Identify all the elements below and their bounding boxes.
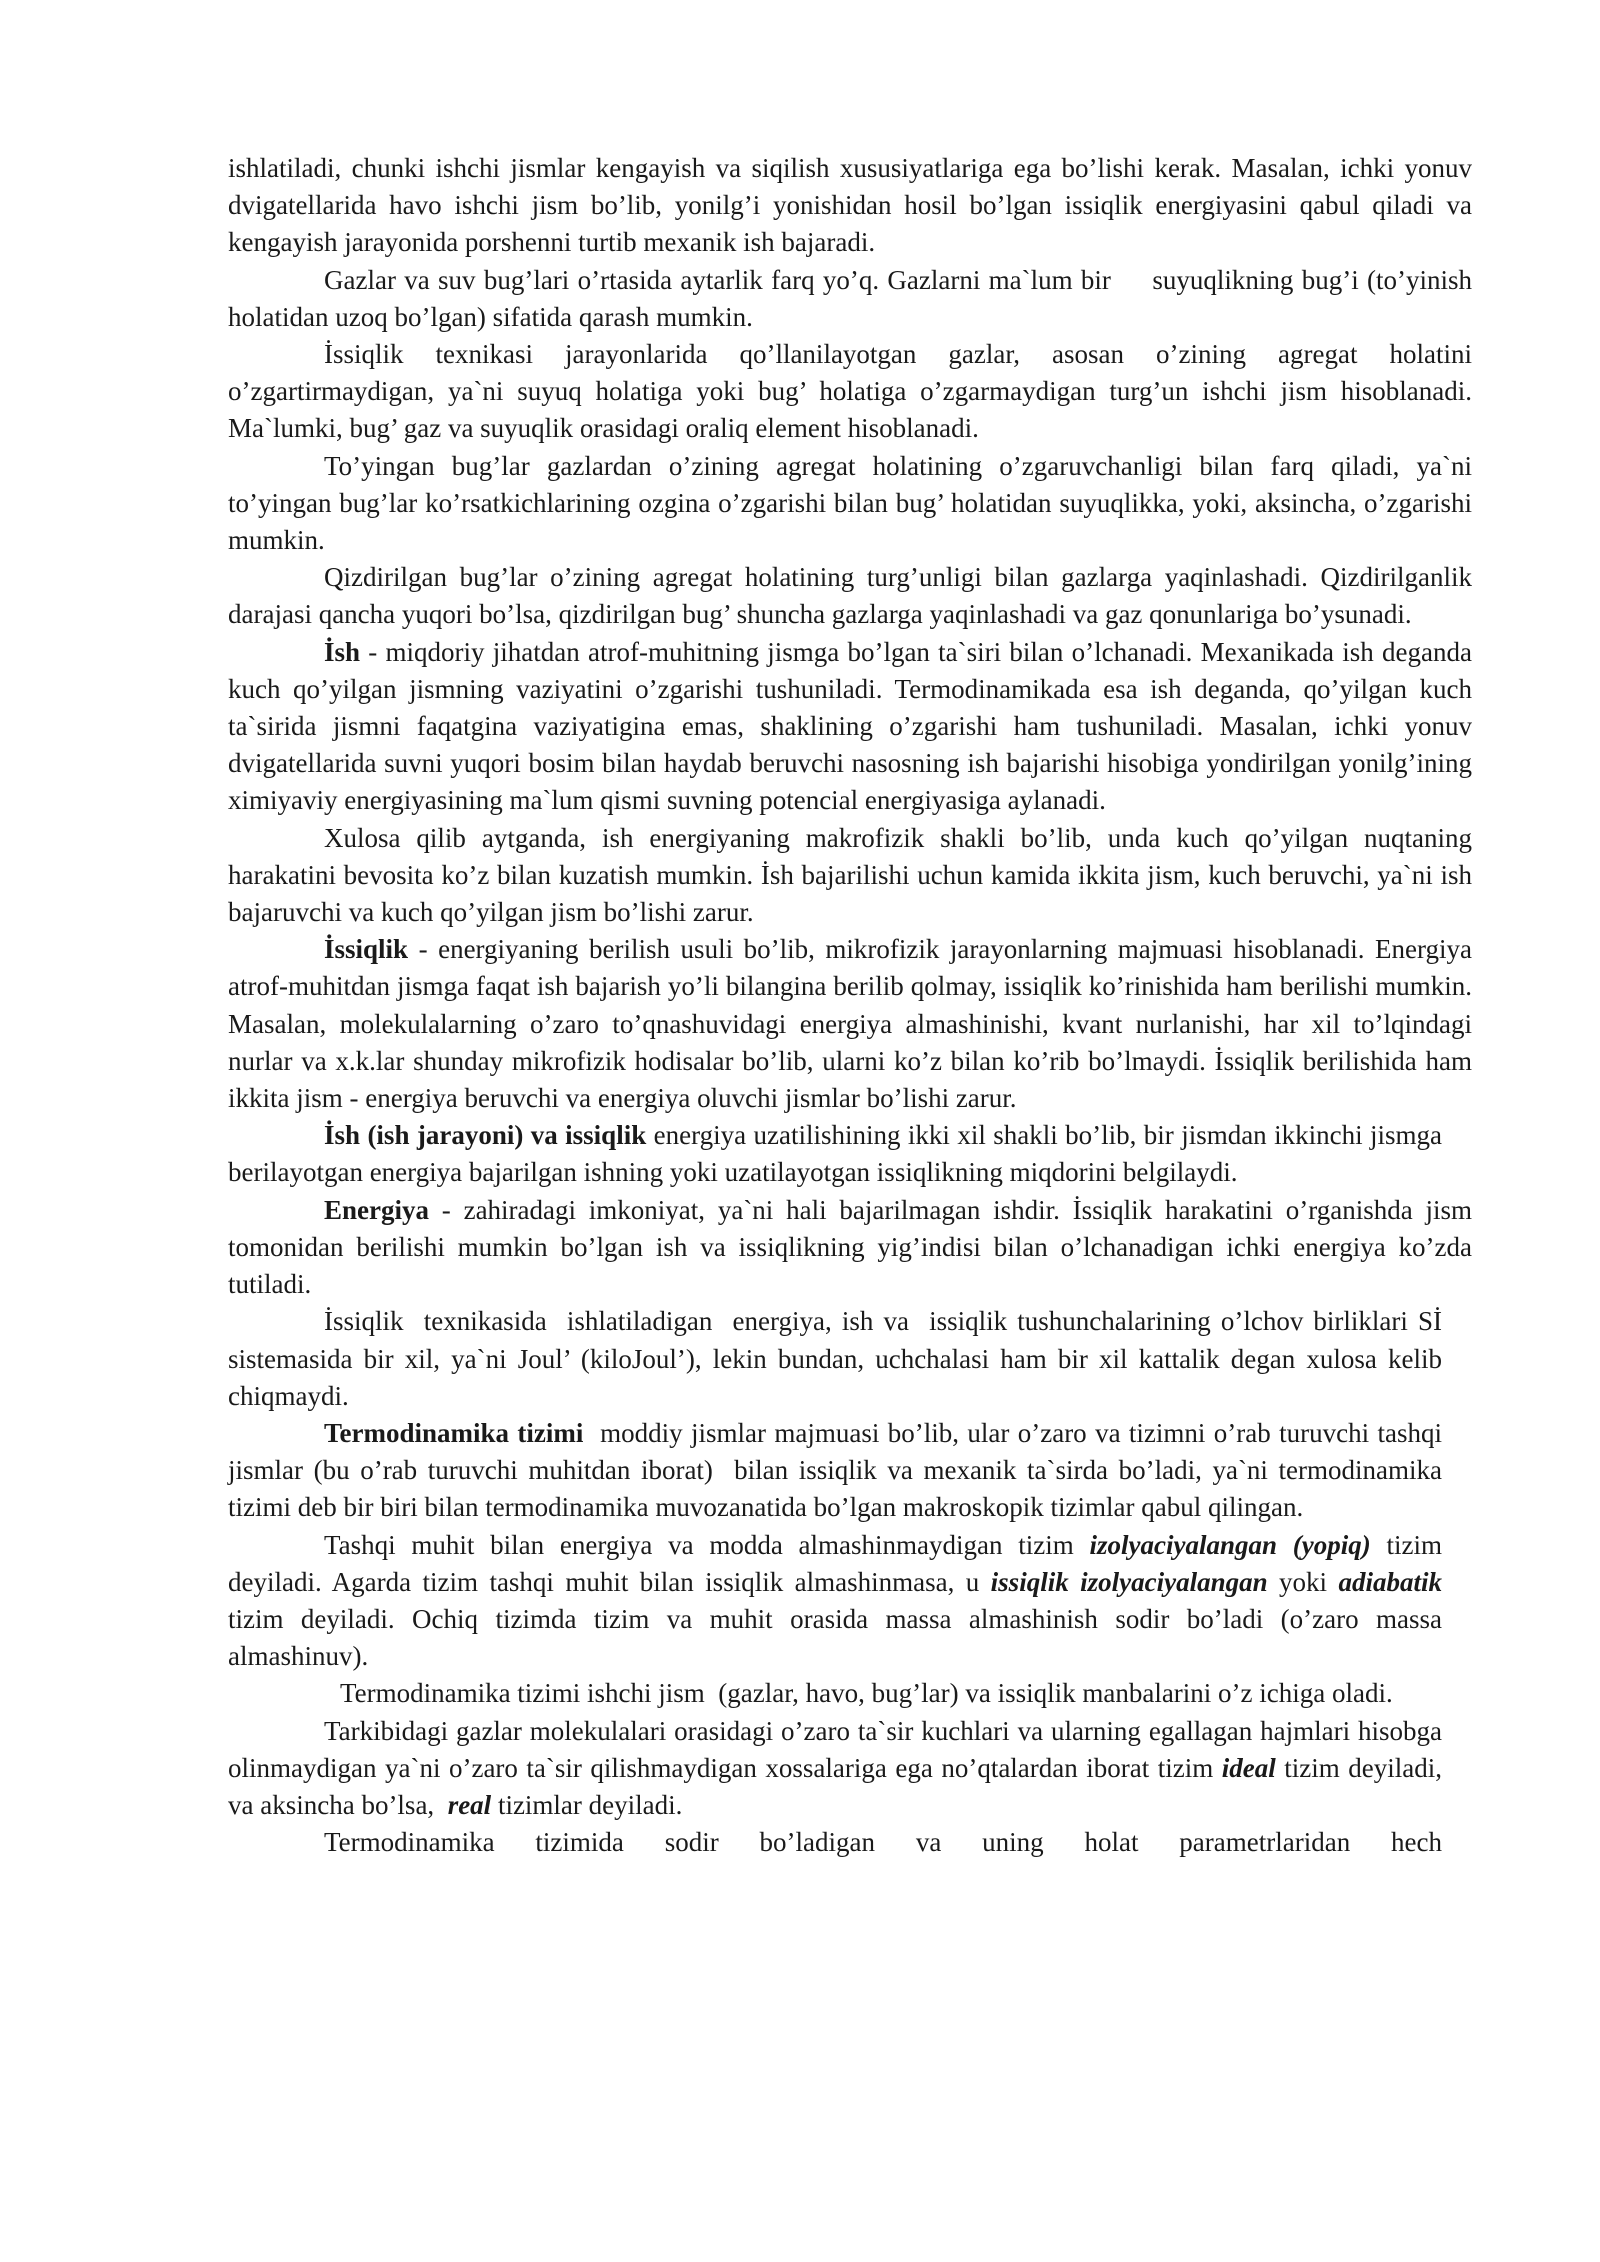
text-run: - zahiradagi imkoniyat, ya`ni hali bajarilmagan ishdir. İssiqlik harakatini o’rganishda jism tomonidan berilishi mumkin bo’lgan ish va issiqlikning yig’indisi bilan o’lchanadigan ichki energiya ko’zda tutiladi. xyxy=(228,1194,1472,1300)
paragraph-16 xyxy=(228,1824,1442,1861)
emphasis-term: İssiqlik xyxy=(324,934,409,965)
emphasis-term: adiabatik xyxy=(1338,1566,1442,1597)
text-run: yoki xyxy=(1267,1566,1339,1597)
text-run: Termodinamika tizimida sodir bo’ladigan va uning holat parametrlaridan hech xyxy=(324,1827,1442,1858)
text-run: energiya uzatilishining ikki xil shakli bo’lib, bir jismdan ikkinchi jismga berilayotgan energiya bajarilgan ishning yoki uzatilayotgan issiqlikning miqdorini belgilaydi. xyxy=(228,1120,1442,1188)
text-run: To’yingan bug’lar gazlardan o’zining agregat holatining o’zgaruvchanligi bilan farq qiladi, ya`ni to’yingan bug’lar ko’rsatkichlarining ozgina o’zgarishi bilan bug’ holatidan suyuqlikka, yoki, aksincha, o’zgarishi mumkin. xyxy=(228,450,1472,556)
paragraph-3 xyxy=(228,336,1472,448)
emphasis-term: İsh (ish jarayoni) va issiqlik xyxy=(324,1120,647,1151)
emphasis-term: izolyaciyalangan (yopiq) xyxy=(1089,1529,1371,1560)
emphasis-term: İsh xyxy=(324,636,361,667)
text-run: Gazlar va suv bug’lari o’rtasida aytarlik farq yo’q. Gazlarni ma`lum bir suyuqlikning bug’i (to’yinish holatidan uzoq bo’lgan) sifatida qarash mumkin. xyxy=(228,264,1472,332)
emphasis-term: Termodinamika tizimi xyxy=(324,1417,584,1448)
text-run: Tarkibidagi gazlar molekulalari orasidagi o’zaro ta`sir kuchlari va ularning egallagan hajmlari hisobga olinmaydigan ya`ni o’zaro ta`sir qilishmaydigan xossalariga ega no’qtalardan iborat tizim xyxy=(228,1715,1442,1783)
paragraph-2 xyxy=(228,262,1472,336)
text-run: İssiqlik texnikasi jarayonlarida qo’llanilayotgan gazlar, asosan o’zining agregat holatini o’zgartirmaydigan, ya`ni suyuq holatiga yoki bug’ holatiga o’zgarmaydigan turg’un ishchi jism hisoblanadi. Ma`lumki, bug’ gaz va suyuqlik orasidagi oraliq element hisoblanadi. xyxy=(228,339,1472,444)
paragraph-termodinamika-tizimi xyxy=(228,1415,1442,1527)
text-run: İssiqlik texnikasida ishlatiladigan energiya, ish va issiqlik tushunchalarining o’lchov birliklari Sİ sistemasida bir xil, ya`ni Joul’ (kiloJoul’), lekin bundan, uchchalasi ham bir xil kattalik degan xulosa kelib chiqmaydi. xyxy=(228,1306,1442,1411)
text-run: - energiyaning berilish usuli bo’lib, mikrofizik jarayonlarning majmuasi hisoblanadi. Energiya atrof-muhitdan jismga faqat ish bajarish yo’li bilangina berilib qolmay, issiqlik ko’rinishida ham berilishi mumkin. Masalan, molekulalarning o’zaro to’qnashuvidagi energiya almashinishi, kvant nurlanishi, har xil to’lqindagi nurlar va x.k.lar shunday mikrofizik hodisalar bo’lib, ularni ko’z bilan ko’rib bo’lmaydi. İssiqlik berilishida ham ikkita jism - energiya beruvchi va energiya oluvchi jismlar bo’lishi zarur. xyxy=(228,934,1472,1114)
text-run: Xulosa qilib aytganda, ish energiyaning makrofizik shakli bo’lib, unda kuch qo’yilgan nuqtaning harakatini bevosita ko’z bilan kuzatish mumkin. İsh bajarilishi uchun kamida ikkita jism, kuch beruvchi, ya`ni ish bajaruvchi va kuch qo’yilgan jism bo’lishi zarur. xyxy=(228,822,1472,928)
text-run: Termodinamika tizimi ishchi jism (gazlar, havo, bug’lar) va issiqlik manbalarini o’z ichiga oladi. xyxy=(340,1678,1393,1709)
emphasis-term: ideal xyxy=(1221,1752,1276,1783)
paragraph-ideal-real xyxy=(228,1713,1442,1825)
emphasis-term: real xyxy=(447,1789,492,1820)
paragraph-4 xyxy=(228,448,1472,560)
text-run: moddiy jismlar majmuasi bo’lib, ular o’zaro va tizimni o’rab turuvchi tashqi jismlar (bu o’rab turuvchi muhitdan iborat) bilan issiqlik va mexanik ta`sirda bo’ladi, ya`ni termodinamika tizimi deb bir biri bilan termodinamika muvozanatida bo’lgan makroskopik tizimlar qabul qilingan. xyxy=(228,1417,1442,1523)
document-page xyxy=(228,150,1472,1861)
paragraph-energiya-definition xyxy=(228,1192,1472,1304)
emphasis-term: Energiya xyxy=(324,1194,429,1225)
paragraph-issiqlik-definition xyxy=(228,931,1472,1117)
text-run: Qizdirilgan bug’lar o’zining agregat holatining turg’unligi bilan gazlarga yaqinlashadi. Qizdirilganlik darajasi qancha yuqori bo’lsa, qizdirilgan bug’ shuncha gazlarga yaqinlashadi va gaz qonunlariga bo’ysunadi. xyxy=(228,562,1472,630)
paragraph-1 xyxy=(228,150,1472,262)
text-run: tizimlar deyiladi. xyxy=(491,1789,683,1820)
text-run: tizim deyiladi. Ochiq tizimda tizim va muhit orasida massa almashinish sodir bo’ladi (o’zaro massa almashinuv). xyxy=(228,1603,1442,1672)
text-run: tizim deyiladi, va aksincha bo’lsa, xyxy=(228,1752,1442,1820)
paragraph-ish-va-issiqlik xyxy=(228,1117,1442,1191)
paragraph-14 xyxy=(228,1675,1442,1712)
emphasis-term: issiqlik izolyaciyalangan xyxy=(990,1566,1268,1597)
paragraph-11 xyxy=(228,1303,1442,1415)
paragraph-izolyaciyalangan xyxy=(228,1527,1442,1676)
paragraph-7 xyxy=(228,820,1472,932)
text-run: ishlatiladi, chunki ishchi jismlar kengayish va siqilish xususiyatlariga ega bo’lishi kerak. Masalan, ichki yonuv dvigatellarida havo ishchi jism bo’lib, yonilg’i yonishidan hosil bo’lgan issiqlik energiyasini qabul qiladi va kengayish jarayonida porshenni turtib mexanik ish bajaradi. xyxy=(228,153,1472,258)
text-run: - miqdoriy jihatdan atrof-muhitning jismga bo’lgan ta`siri bilan o’lchanadi. Mexanikada ish deganda kuch qo’yilgan jismning vaziyatini o’zgarishi tushuniladi. Termodinamikada esa ish deganda, qo’yilgan kuch ta`sirida jismni faqatgina vaziyatigina emas, shaklining o’zgarishi ham tushuniladi. Masalan, ichki yonuv dvigatellarida suvni yuqori bosim bilan haydab beruvchi nasosning ish bajarishi hisobiga yondirilgan yonilg’ining ximiyaviy energiyasining ma`lum qismi suvning potencial energiyasiga aylanadi. xyxy=(228,636,1472,816)
paragraph-5 xyxy=(228,559,1472,633)
paragraph-ish-definition xyxy=(228,634,1472,820)
text-run: tizim deyiladi. Agarda tizim tashqi muhit bilan issiqlik almashinmasa, u xyxy=(228,1529,1442,1597)
text-run: Tashqi muhit bilan energiya va modda almashinmaydigan tizim xyxy=(324,1529,1090,1560)
